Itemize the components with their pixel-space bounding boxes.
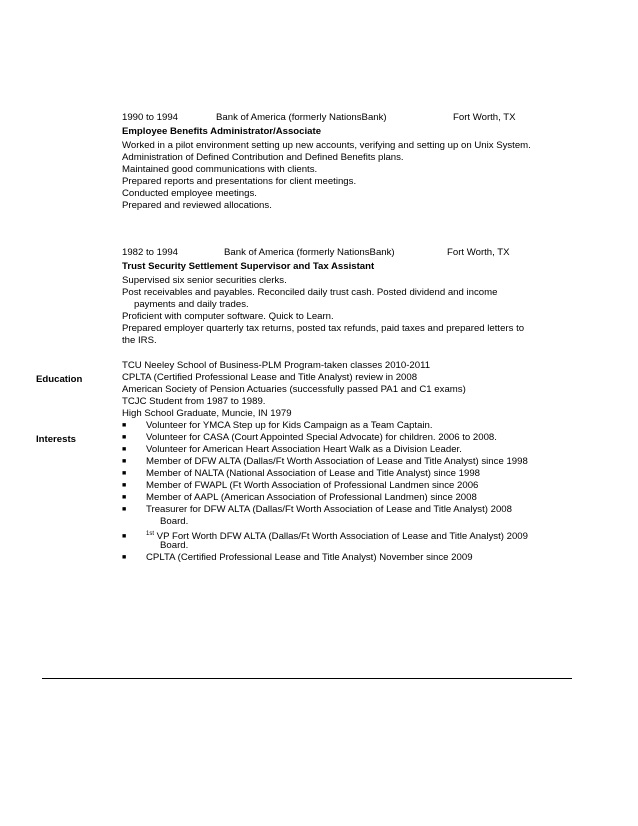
interest-continuation: Board. <box>160 516 189 527</box>
job2-duty: Prepared employer quarterly tax returns, posted tax refunds, paid taxes and prepared letters to <box>122 323 525 334</box>
bullet-icon: ■ <box>122 482 127 489</box>
job2-duty: Proficient with computer software. Quick to Learn. <box>122 311 334 322</box>
bullet-icon: ■ <box>122 470 127 477</box>
interest-text: Member of AAPL (American Association of Professional Landmen) since 2008 <box>146 492 477 503</box>
list-item <box>122 444 462 456</box>
education-line: CPLTA (Certified Professional Lease and Title Analyst) review in 2008 <box>122 372 418 383</box>
interest-text: Volunteer for YMCA Step up for Kids Campaign as a Team Captain. <box>146 420 433 431</box>
job2-employer: Bank of America (formerly NationsBank) <box>224 247 395 258</box>
interest-text: CPLTA (Certified Professional Lease and Title Analyst) November since 2009 <box>146 552 473 563</box>
bullet-icon: ■ <box>122 446 127 453</box>
bullet-icon: ■ <box>122 533 127 541</box>
education-line: TCJC Student from 1987 to 1989. <box>122 396 266 407</box>
job2-duty: Post receivables and payables. Reconciled daily trust cash. Posted dividend and income <box>122 287 498 298</box>
job1-employer: Bank of America (formerly NationsBank) <box>216 112 387 123</box>
list-item <box>122 432 497 444</box>
job2-duty: Supervised six senior securities clerks. <box>122 275 287 286</box>
list-item <box>122 420 433 432</box>
job1-duty: Prepared reports and presentations for client meetings. <box>122 176 357 187</box>
list-item <box>122 552 473 564</box>
job1-dates: 1990 to 1994 <box>122 112 179 123</box>
list-item <box>122 492 477 504</box>
job2-title: Trust Security Settlement Supervisor and Tax Assistant <box>122 261 375 272</box>
job2-duty: payments and daily trades. <box>134 299 249 310</box>
interest-text: Treasurer for DFW ALTA (Dallas/Ft Worth Association of Lease and Title Analyst) 2008 <box>146 504 512 515</box>
job1-duty: Maintained good communications with clients. <box>122 164 318 175</box>
bullet-icon: ■ <box>122 554 127 561</box>
job1-duty: Administration of Defined Contribution and Defined Benefits plans. <box>122 152 404 163</box>
job2-location: Fort Worth, TX <box>447 247 510 258</box>
interest-text: Member of DFW ALTA (Dallas/Ft Worth Association of Lease and Title Analyst) since 1998 <box>146 456 528 467</box>
job1-duty: Prepared and reviewed allocations. <box>122 200 272 211</box>
bullet-icon: ■ <box>122 434 127 441</box>
job2-dates: 1982 to 1994 <box>122 247 179 258</box>
interest-text: Member of FWAPL (Ft Worth Association of Professional Landmen since 2006 <box>146 480 479 491</box>
bullet-icon: ■ <box>122 506 127 513</box>
job1-title: Employee Benefits Administrator/Associate <box>122 126 322 137</box>
page-divider <box>42 678 572 679</box>
interest-text: Member of NALTA (National Association of Lease and Title Analyst) since 1998 <box>146 468 481 479</box>
interest-continuation: Board. <box>160 540 189 551</box>
list-item <box>122 456 528 468</box>
bullet-icon: ■ <box>122 458 127 465</box>
interests-heading: Interests <box>36 434 76 445</box>
interest-text: Volunteer for CASA (Court Appointed Special Advocate) for children. 2006 to 2008. <box>146 432 497 443</box>
education-line: American Society of Pension Actuaries (successfully passed PA1 and C1 exams) <box>122 384 466 395</box>
list-item <box>122 480 478 492</box>
education-heading: Education <box>36 374 83 385</box>
job2-duty: the IRS. <box>122 335 157 346</box>
education-line: TCU Neeley School of Business-PLM Program-taken classes 2010-2011 <box>122 360 431 371</box>
job1-location: Fort Worth, TX <box>453 112 516 123</box>
interest-text: VP Fort Worth DFW ALTA (Dallas/Ft Worth Association of Lease and Title Analyst) 2009 <box>154 531 528 543</box>
job1-duty: Conducted employee meetings. <box>122 188 257 199</box>
interest-text: Volunteer for American Heart Association Heart Walk as a Division Leader. <box>146 444 462 455</box>
list-item <box>122 504 512 516</box>
bullet-icon: ■ <box>122 422 127 429</box>
bullet-icon: ■ <box>122 494 127 501</box>
list-item <box>122 468 480 480</box>
ordinal-superscript: 1st <box>146 531 155 537</box>
job1-duty: Worked in a pilot environment setting up new accounts, verifying and setting up on Unix System. <box>122 140 531 151</box>
education-line: High School Graduate, Muncie, IN 1979 <box>122 408 292 419</box>
